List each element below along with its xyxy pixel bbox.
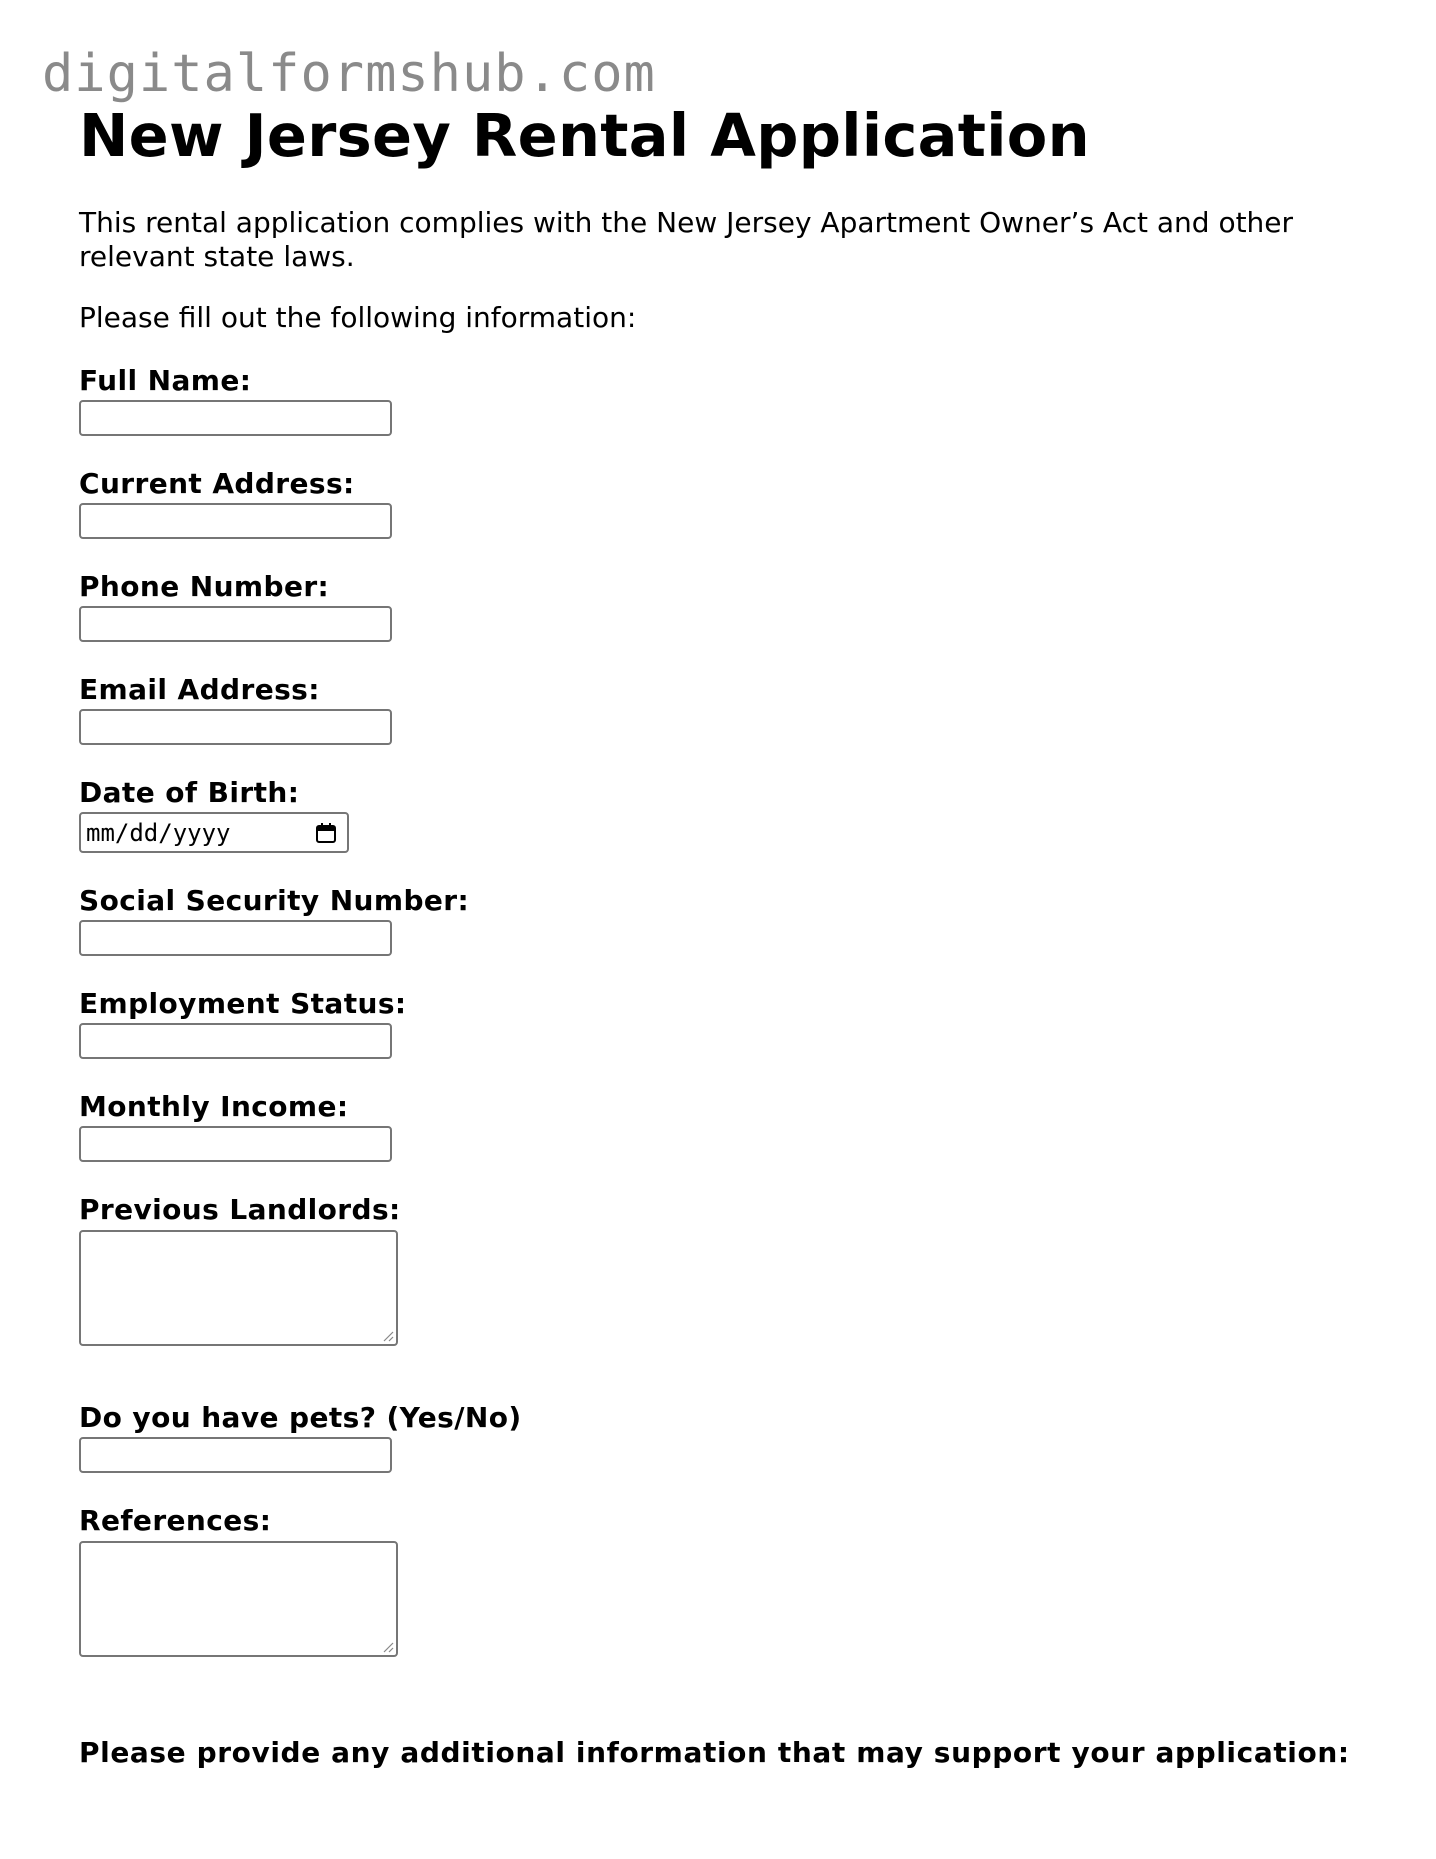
phone-number-input[interactable] <box>79 606 392 642</box>
employment-status-input[interactable] <box>79 1023 392 1059</box>
full-name-label: Full Name: <box>79 364 252 397</box>
phone-number-group <box>79 570 1379 642</box>
references-label: References: <box>79 1504 272 1537</box>
employment-status-group <box>79 987 1379 1059</box>
date-of-birth-group <box>79 776 1379 853</box>
full-name-input[interactable] <box>79 400 392 436</box>
email-address-input[interactable] <box>79 709 392 745</box>
form-container <box>79 100 1379 1770</box>
employment-status-label: Employment Status: <box>79 987 407 1020</box>
resize-grip-icon[interactable] <box>382 1330 394 1342</box>
ssn-label: Social Security Number: <box>79 884 470 917</box>
email-address-group <box>79 673 1379 745</box>
monthly-income-group <box>79 1090 1379 1162</box>
current-address-label: Current Address: <box>79 467 355 500</box>
additional-info-label: Please provide any additional information that may support your application: <box>79 1736 1350 1769</box>
page-title: New Jersey Rental Application <box>79 101 1090 170</box>
date-of-birth-placeholder: mm/dd/yyyy <box>86 819 231 847</box>
pets-input[interactable] <box>79 1437 392 1473</box>
calendar-icon[interactable] <box>314 821 338 845</box>
resize-grip-icon[interactable] <box>382 1641 394 1653</box>
monthly-income-input[interactable] <box>79 1126 392 1162</box>
references-textarea[interactable] <box>79 1541 398 1657</box>
email-address-label: Email Address: <box>79 673 320 706</box>
previous-landlords-label: Previous Landlords: <box>79 1193 401 1226</box>
previous-landlords-group <box>79 1193 1379 1346</box>
monthly-income-label: Monthly Income: <box>79 1090 349 1123</box>
date-of-birth-input[interactable] <box>79 812 349 853</box>
pets-label: Do you have pets? (Yes/No) <box>79 1401 522 1434</box>
intro-text: This rental application complies with the New Jersey Apartment Owner’s Act and other relevant state laws. <box>79 206 1294 273</box>
instructions-text: Please fill out the following information: <box>79 301 637 334</box>
ssn-input[interactable] <box>79 920 392 956</box>
ssn-group <box>79 884 1379 956</box>
full-name-group <box>79 364 1379 436</box>
date-of-birth-label: Date of Birth: <box>79 776 300 809</box>
phone-number-label: Phone Number: <box>79 570 330 603</box>
current-address-group <box>79 467 1379 539</box>
watermark: digitalformshub.com <box>42 44 656 104</box>
previous-landlords-textarea[interactable] <box>79 1230 398 1346</box>
pets-group <box>79 1401 1379 1473</box>
references-group <box>79 1504 1379 1657</box>
current-address-input[interactable] <box>79 503 392 539</box>
